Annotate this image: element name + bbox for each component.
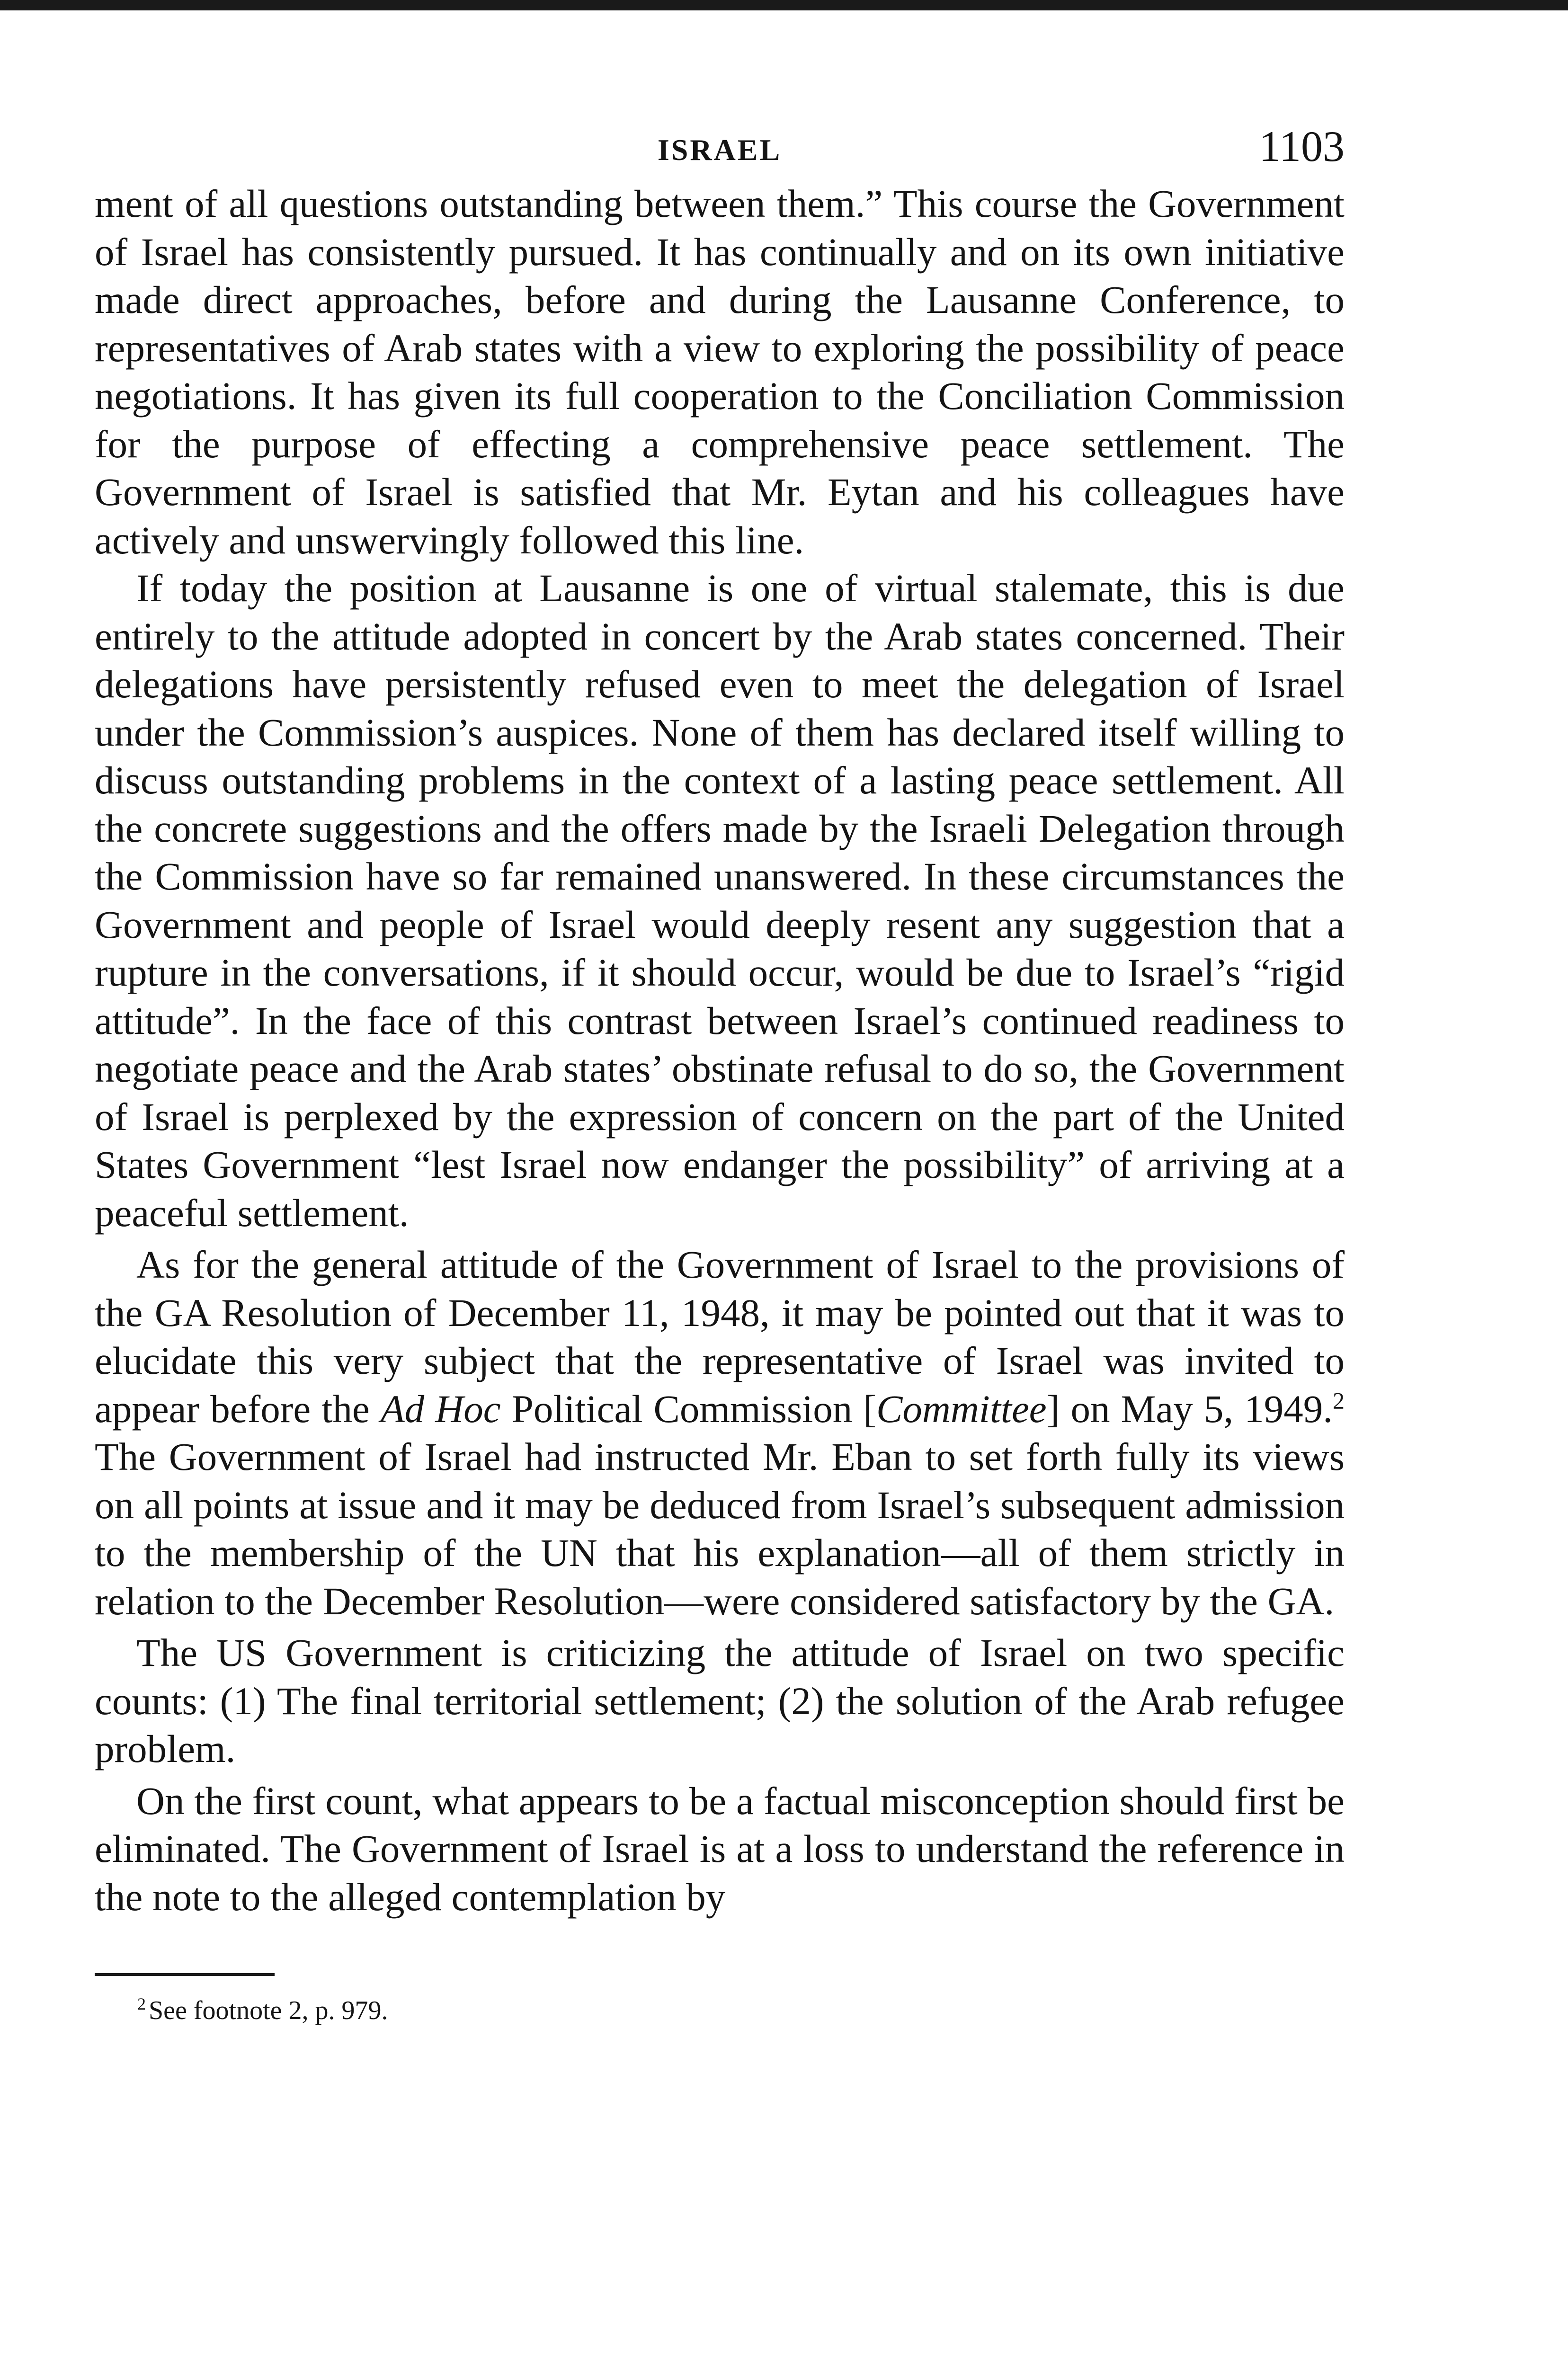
paragraph-lausanne-stalemate: If today the position at Lausanne is one of virtual stalemate, this is due entirely to the attitude adopted in concert by the Arab states concerned. Their delegations have persistently refused even to meet the delegation of Israel under the Commission’s auspices. None of them has declared itself willing to discuss outstanding problems in the context of a lasting peace settlement. All the concrete suggestions and the offers made by the Israeli Delegation through the Commission have so far remained unanswered. In these circumstances the Government and people of Israel would deeply resent any suggestion that a rupture in the conversations, if it should occur, would be due to Israel’s “rigid attitude”. In the face of this contrast between Israel’s continued readiness to negotiate peace and the Arab states’ obstinate refusal to do so, the Government of Israel is perplexed by the expression of concern on the part of the United States Government “lest Israel now endanger the possibility” of arriving at a peaceful settlement. [95, 566, 1345, 1235]
running-title: ISRAEL [657, 133, 782, 167]
footnote-separator [95, 1973, 275, 1976]
italic-term-ad-hoc: Ad Hoc [380, 1387, 501, 1431]
italic-term-committee: Committee [876, 1387, 1047, 1431]
page-edge-rule [0, 0, 1568, 10]
footnote-reference: 2 [1333, 1387, 1345, 1414]
document-page [95, 118, 1345, 2027]
paragraph-ga-resolution [95, 1241, 1345, 1625]
footnote-marker: 2 [137, 1994, 146, 2014]
paragraph-two-counts: The US Government is criticizing the attitude of Israel on two specific counts: (1) The final territorial settlement; (2) the solution of the Arab refugee problem. [95, 1631, 1345, 1771]
running-head [95, 118, 1345, 180]
page-number: 1103 [1259, 122, 1345, 170]
paragraph-text: As for the general attitude of the Government of Israel to the provisions of the GA Resolution of December 11, 1948, it may be pointed out that it was to elucidate this very subject that the representative of Israel was invited to appear before the [95, 1243, 1345, 1431]
paragraph-text: The Government of Israel had instructed Mr. Eban to set forth fully its views on all points at issue and it may be deduced from Israel’s subsequent admission to the membership of the UN that his explanation—all of them strictly in relation to the December Resolution—were considered satisfactory by the GA. [95, 1435, 1345, 1623]
footnote [95, 1994, 1345, 2027]
paragraph-text: Political Commission [ [500, 1387, 877, 1431]
paragraph-continued: ment of all questions outstanding between them.” This course the Government of Israel has consistently pursued. It has continually and on its own initiative made direct approaches, before and during the Lausanne Conference, to representatives of Arab states with a view to exploring the possibility of peace negotiations. It has given its full cooperation to the Conciliation Commission for the purpose of effecting a comprehensive peace settlement. The Government of Israel is satisfied that Mr. Eytan and his colleagues have actively and unswervingly followed this line. [95, 182, 1345, 562]
paragraph-first-count: On the first count, what appears to be a factual misconception should first be eliminated. The Government of Israel is at a loss to understand the reference in the note to the alleged contemplation by [95, 1779, 1345, 1919]
paragraph-text: ] on May 5, 1949. [1046, 1387, 1333, 1431]
footnote-text: See footnote 2, p. 979. [149, 1996, 388, 2025]
